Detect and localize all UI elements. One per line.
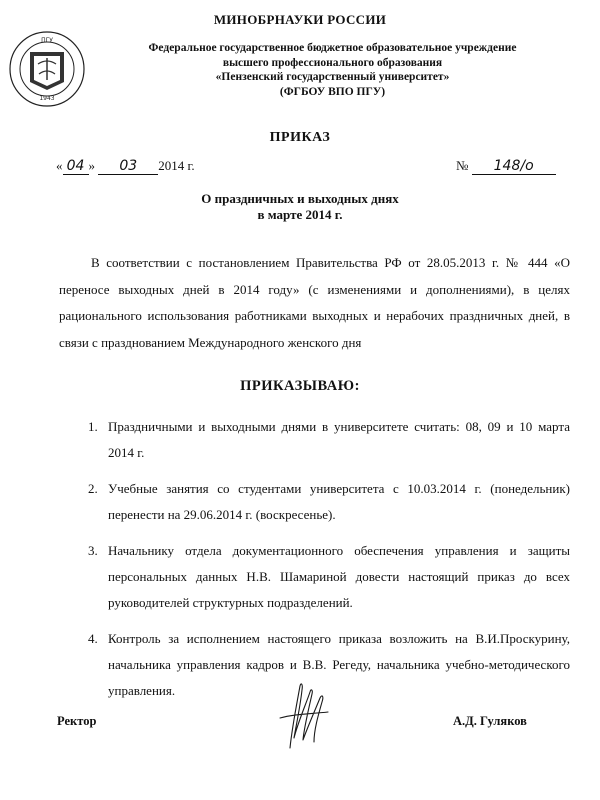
date-month: 03 — [98, 158, 158, 175]
item-number: 3. — [88, 543, 98, 558]
date-day: 04 — [63, 158, 89, 175]
list-item — [88, 414, 570, 466]
date-quote-close: » — [88, 158, 95, 173]
order-items-list — [88, 414, 570, 714]
item-text: Учебные занятия со студентами университета с 10.03.2014 г. (понедельник) перенести на 29.06.2014 г. (воскресенье). — [108, 481, 570, 522]
item-number: 4. — [88, 631, 98, 646]
item-text: Праздничными и выходными днями в университете считать: 08, 09 и 10 марта 2014 г. — [108, 419, 570, 460]
institution-header — [100, 41, 565, 99]
date-quote-open: « — [56, 158, 63, 173]
subject-line-2: в марте 2014 г. — [257, 207, 343, 222]
institution-line-3: «Пензенский государственный университет» — [215, 71, 450, 83]
university-logo-icon — [8, 30, 86, 108]
institution-line-2: высшего профессионального образования — [222, 56, 443, 69]
order-number — [456, 158, 556, 175]
order-date — [56, 158, 195, 175]
list-item — [88, 538, 570, 616]
list-item — [88, 476, 570, 528]
preamble-paragraph: В соответствии с постановлением Правительства РФ от 28.05.2013 г. № 444 «О переносе выходных дней в 2014 году» (с изменениями и дополнениями), в целях рационального использования работниками выходных и нерабочих праздничных дней, в связи с празднованием Международного женского дня — [59, 255, 570, 350]
order-title: ПРИКАЗ — [269, 130, 331, 145]
number-label: № — [456, 158, 469, 173]
ministry-title: МИНОБРНАУКИ РОССИИ — [213, 12, 387, 27]
item-text: Начальнику отдела документационного обеспечения управления и защиты персональных данных Н.В. Шамариной довести настоящий приказ до всех руководителей структурных подразделений. — [108, 543, 570, 610]
date-year: 2014 г. — [158, 158, 195, 173]
number-value: 148/о — [472, 158, 556, 175]
subject-line-1: О праздничных и выходных днях — [201, 191, 399, 206]
item-number: 2. — [88, 481, 98, 496]
institution-line-1: Федеральное государственное бюджетное образовательное учреждение — [148, 42, 517, 54]
item-text: Контроль за исполнением настоящего приказа возложить на В.И.Проскурину, начальника управления кадров и В.В. Регеду, начальника учебно-методического управления. — [108, 631, 570, 698]
item-number: 1. — [88, 419, 98, 434]
svg-text:1943: 1943 — [39, 95, 55, 102]
order-subject — [0, 191, 600, 223]
institution-line-4: (ФГБОУ ВПО ПГУ) — [279, 85, 386, 98]
signatory-position: Ректор — [57, 714, 97, 728]
orders-heading: ПРИКАЗЫВАЮ: — [240, 378, 360, 394]
svg-text:ПГУ: ПГУ — [41, 37, 53, 44]
signatory-name: А.Д. Гуляков — [453, 714, 527, 728]
signature-icon — [270, 678, 340, 753]
